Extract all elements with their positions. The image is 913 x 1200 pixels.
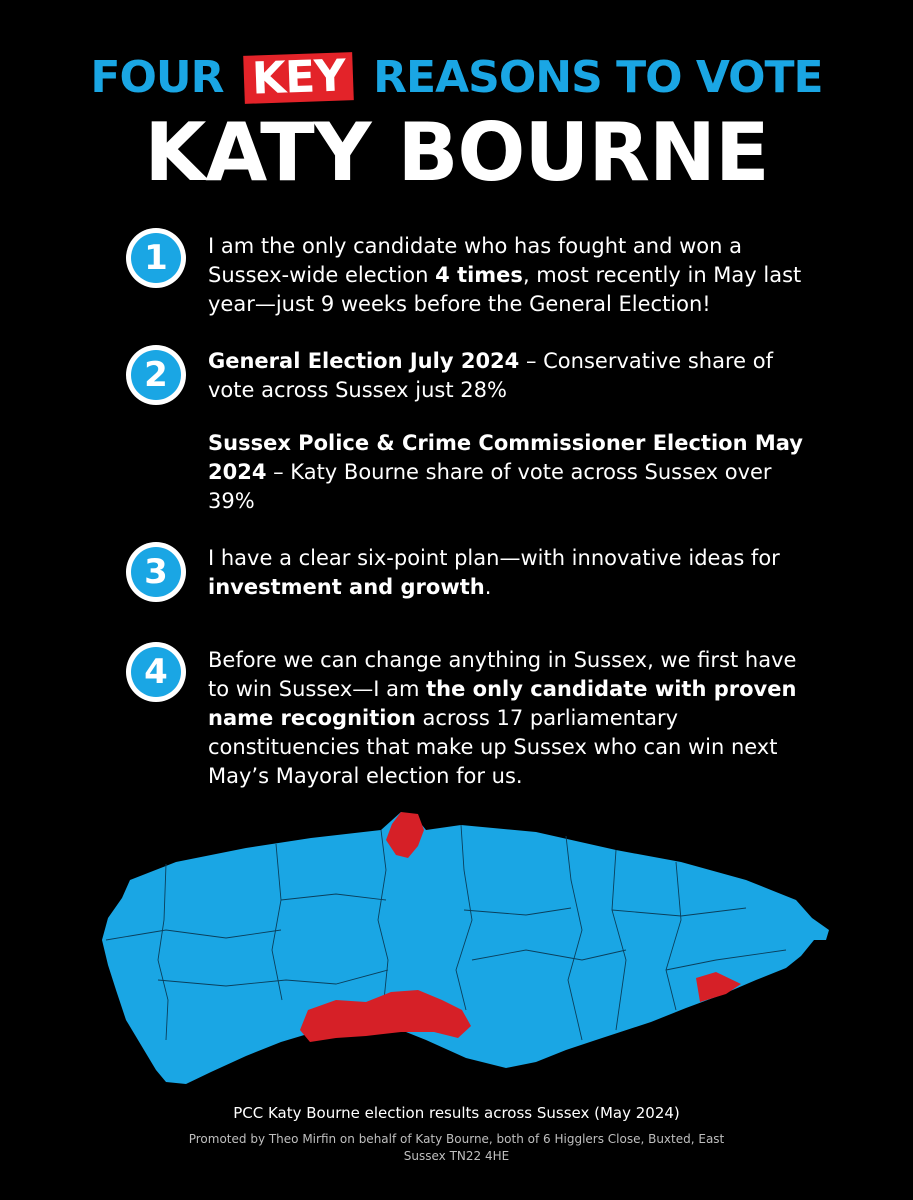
reason-text: General Election July 2024 – Conservative share of vote across Sussex just 28%	[208, 349, 773, 402]
number-badge: 3	[126, 542, 186, 602]
number-badge: 2	[126, 345, 186, 405]
sussex-county-shape	[102, 812, 829, 1084]
reason-text-secondary: Sussex Police & Crime Commissioner Election May 2024 – Katy Bourne share of vote across Sussex over 39%	[208, 431, 803, 513]
reason-text: I have a clear six-point plan—with innovative ideas for investment and growth.	[208, 546, 780, 599]
key-badge: KEY	[243, 52, 354, 104]
reason-text: Before we can change anything in Sussex, we first have to win Sussex—I am the only candidate with proven name recognition across 17 parliamentary constituencies that make up Sussex who can win next May’s Mayoral election for us.	[208, 648, 797, 788]
number-badge: 1	[126, 228, 186, 288]
reason-text: I am the only candidate who has fought and won a Sussex-wide election 4 times, most recently in May last year—just 9 weeks before the General Election!	[208, 234, 802, 316]
number-badge: 4	[126, 642, 186, 702]
map-caption: PCC Katy Bourne election results across Sussex (May 2024)	[233, 1104, 680, 1122]
promoted-by: Promoted by Theo Mirfin on behalf of Katy Bourne, both of 6 Higglers Close, Buxted, East Sussex TN22 4HE	[188, 1132, 725, 1163]
candidate-name: KATY BOURNE	[144, 106, 769, 199]
sussex-results-map	[96, 800, 836, 1090]
headline-line-1: FOUR KEY REASONS TO VOTE	[90, 50, 823, 105]
